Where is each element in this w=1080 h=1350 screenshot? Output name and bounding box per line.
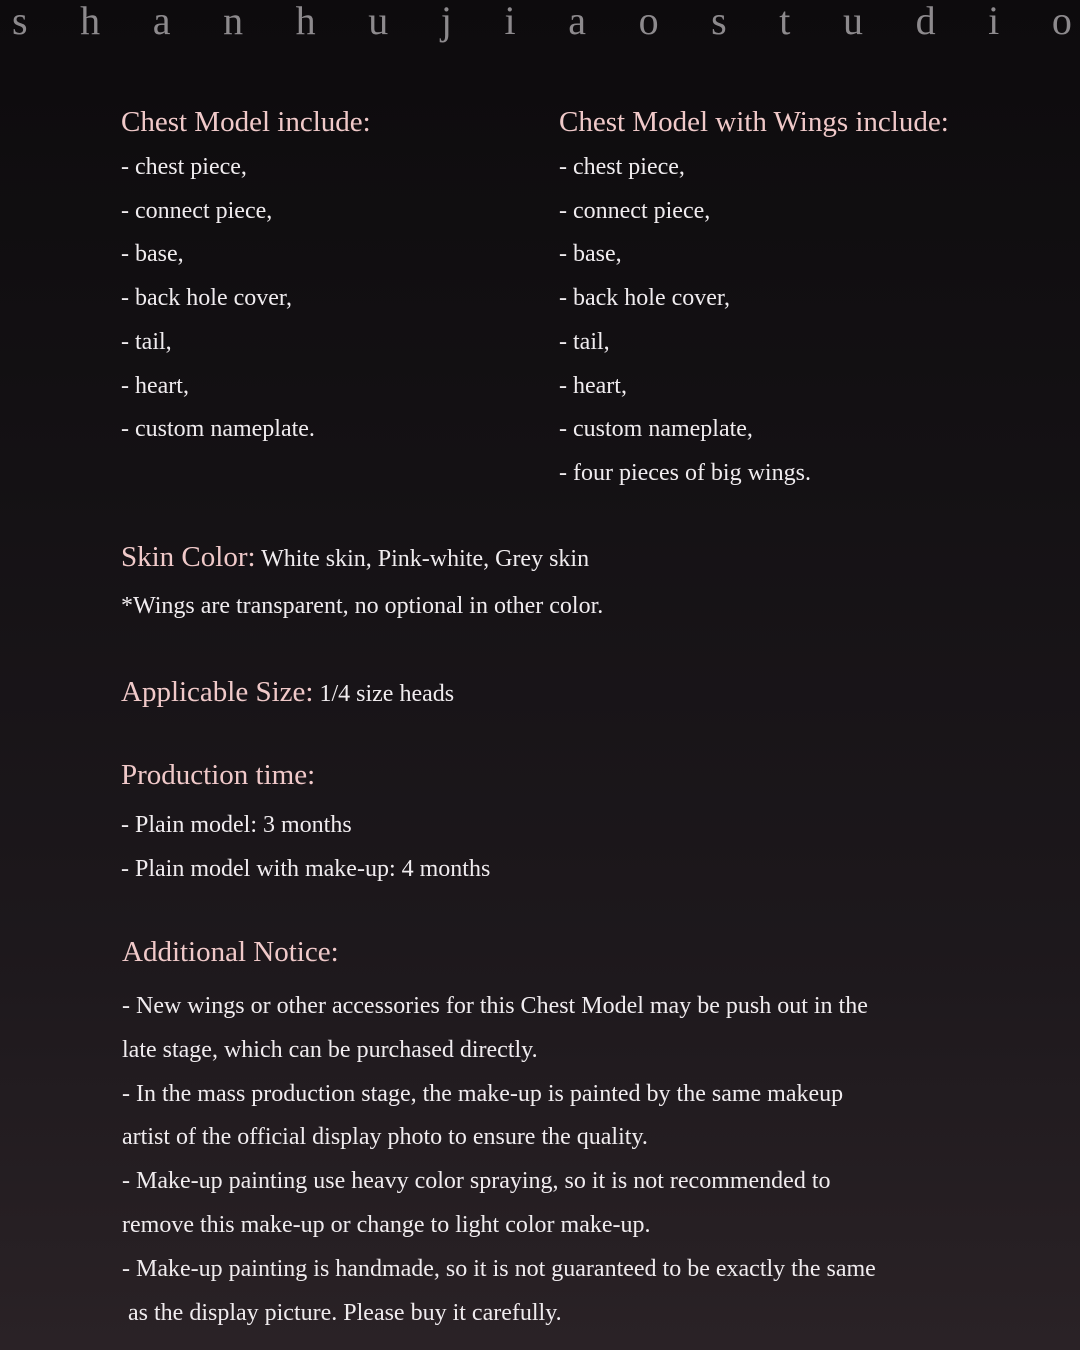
production-time-list (121, 804, 490, 891)
applicable-size-line (121, 676, 454, 709)
chest-model-wings-section (559, 104, 949, 496)
list-item: - four pieces of big wings. (559, 459, 811, 486)
chest-model-heading: Chest Model include: (121, 106, 371, 138)
list-item: - connect piece, (121, 197, 273, 224)
brand-letter: s (12, 0, 28, 43)
chest-model-wings-heading: Chest Model with Wings include: (559, 106, 949, 138)
brand-letter: t (779, 0, 791, 43)
list-item: - base, (121, 241, 184, 268)
list-item: - tail, (121, 328, 172, 355)
brand-title (0, 0, 1080, 44)
list-item: - back hole cover, (121, 285, 292, 312)
notice-line: - In the mass production stage, the make-up is painted by the same makeup (122, 1080, 844, 1107)
list-item: - Plain model with make-up: 4 months (121, 855, 491, 882)
skin-color-line (121, 541, 589, 574)
brand-letter: n (223, 0, 244, 43)
list-item: - custom nameplate. (121, 416, 315, 443)
chest-model-section (121, 104, 371, 452)
brand-letter: o (1051, 0, 1072, 43)
list-item: - chest piece, (559, 154, 685, 180)
list-item: - base, (559, 241, 622, 268)
additional-notice-heading: Additional Notice: (122, 936, 339, 968)
notice-line: late stage, which can be purchased directly. (122, 1036, 538, 1063)
chest-model-list (121, 146, 371, 452)
production-time-heading: Production time: (121, 759, 316, 791)
applicable-size-label: Applicable Size: (121, 676, 314, 708)
brand-letter: o (638, 0, 659, 43)
list-item: - chest piece, (121, 154, 247, 180)
notice-line: remove this make-up or change to light color make-up. (122, 1211, 651, 1238)
brand-letter: a (568, 0, 586, 43)
applicable-size-value: 1/4 size heads (313, 681, 455, 707)
notice-line: - Make-up painting use heavy color spraying, so it is not recommended to (122, 1168, 831, 1195)
list-item: - heart, (121, 372, 189, 399)
brand-letter: s (711, 0, 727, 43)
brand-letter: a (152, 0, 171, 43)
notice-line: artist of the official display photo to ensure the quality. (122, 1124, 648, 1151)
skin-color-value: White skin, Pink-white, Grey skin (255, 546, 590, 572)
skin-color-label: Skin Color: (121, 541, 256, 573)
notice-line: - Make-up painting is handmade, so it is not guaranteed to be exactly the same (122, 1255, 876, 1282)
brand-letter: h (80, 0, 101, 43)
brand-letter: j (440, 0, 452, 43)
notice-line: as the display picture. Please buy it carefully. (122, 1299, 562, 1326)
list-item: - custom nameplate, (559, 416, 753, 443)
additional-notice-list (122, 985, 1002, 1335)
brand-letter: i (504, 0, 516, 43)
notice-line: - New wings or other accessories for this Chest Model may be push out in the (122, 993, 868, 1019)
list-item: - connect piece, (559, 197, 711, 224)
list-item: - tail, (559, 328, 610, 355)
list-item: - heart, (559, 372, 627, 399)
brand-letter: u (368, 0, 389, 43)
list-item: - back hole cover, (559, 285, 730, 312)
brand-letter: i (988, 0, 1000, 43)
brand-letter: u (843, 0, 863, 43)
list-item: - Plain model: 3 months (121, 812, 352, 838)
wings-note: *Wings are transparent, no optional in other color. (121, 593, 604, 619)
brand-letter: h (295, 0, 316, 43)
brand-letter: d (915, 0, 936, 43)
chest-model-wings-list (559, 146, 949, 496)
